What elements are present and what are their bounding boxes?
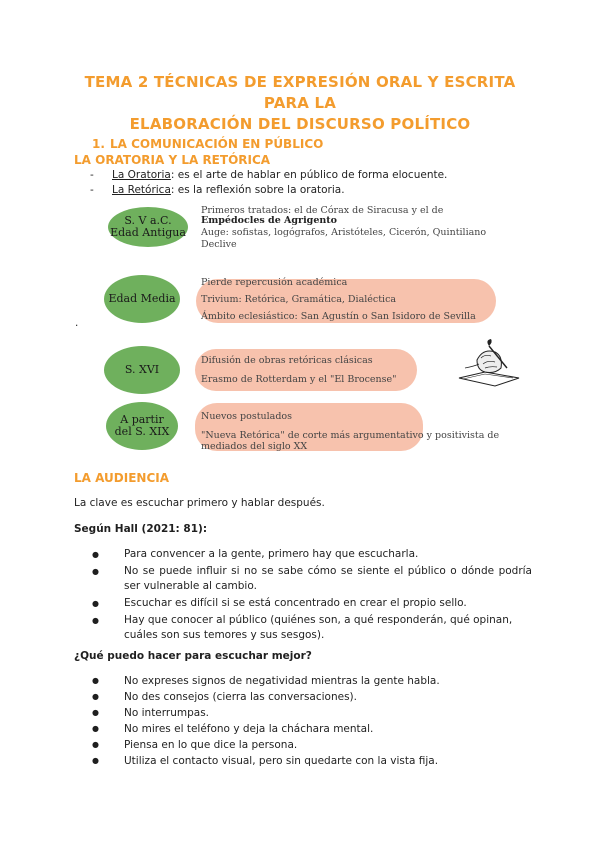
- term-oratoria: La Oratoria: [112, 169, 171, 181]
- timeline-text: Difusión de obras retóricas clásicas: [201, 355, 373, 366]
- section-heading: LA COMUNICACIÓN EN PÚBLICO: [110, 137, 324, 151]
- timeline-oval-media: [104, 275, 180, 323]
- timeline-oval-xvi: [104, 346, 180, 394]
- stray-dot: .: [75, 317, 79, 329]
- list-item: ● No se puede influir si no se sabe cómo se siente el público o dónde podría ser vulnerable al cambio.: [92, 564, 532, 594]
- timeline-text: Auge: sofistas, logógrafos, Aristóteles, Cicerón, Quintiliano: [201, 227, 487, 238]
- section-number: 1.: [92, 137, 105, 151]
- dash-marker: -: [90, 184, 94, 196]
- list-item: ● Hay que conocer al público (quiénes son, a qué responderán, qué opinan, cuáles son sus temores y sus sesgos).: [92, 613, 532, 643]
- document-title: [60, 72, 540, 135]
- title-line-1: TEMA 2 TÉCNICAS DE EXPRESIÓN ORAL Y ESCRITA PARA LA: [84, 73, 516, 112]
- list-item: ● Para convencer a la gente, primero hay que escucharla.: [92, 547, 532, 562]
- term-retorica: La Retórica: [112, 184, 171, 196]
- oval-label: A partir: [120, 413, 164, 426]
- audiencia-intro: La clave es escuchar primero y hablar después.: [74, 497, 325, 509]
- escuchar-question: ¿Qué puedo hacer para escuchar mejor?: [74, 650, 312, 662]
- timeline-text: "Nueva Retórica" de corte más argumentativo y positivista de: [201, 430, 500, 441]
- tips-list: [92, 673, 532, 769]
- timeline-text: Erasmo de Rotterdam y el "El Brocense": [201, 374, 397, 385]
- list-item: ● No interrumpas.: [92, 705, 532, 721]
- oval-label: del S. XIX: [114, 425, 170, 438]
- list-item: ● No expreses signos de negatividad mientras la gente habla.: [92, 673, 532, 689]
- hall-citation: Según Hall (2021: 81):: [74, 523, 208, 535]
- writing-hand-with-quill-icon: [455, 338, 523, 390]
- timeline-text: Nuevos postulados: [201, 411, 293, 422]
- timeline-oval-xix: [106, 402, 178, 450]
- oval-label: S. XVI: [124, 363, 160, 376]
- oval-label: S. V a.C.: [124, 214, 172, 227]
- oval-label: Edad Antigua: [110, 226, 186, 239]
- timeline-text: Ámbito eclesiástico: San Agustín o San Isidoro de Sevilla: [201, 311, 476, 322]
- timeline-text: Pierde repercusión académica: [201, 277, 348, 288]
- definition-text: : es el arte de hablar en público de forma elocuente.: [170, 169, 448, 181]
- timeline-text: Trivium: Retórica, Gramática, Dialéctica: [201, 294, 397, 305]
- list-item: ● Piensa en lo que dice la persona.: [92, 737, 532, 753]
- list-item: ● Utiliza el contacto visual, pero sin quedarte con la vista fija.: [92, 753, 532, 769]
- oval-label: Edad Media: [108, 292, 176, 305]
- oratoria-heading: LA ORATORIA Y LA RETÓRICA: [74, 153, 271, 167]
- audiencia-heading: LA AUDIENCIA: [74, 471, 169, 485]
- list-item: ● Escuchar es difícil si se está concentrado en crear el propio sello.: [92, 596, 532, 611]
- timeline-oval-antigua: [108, 207, 188, 247]
- dash-marker: -: [90, 169, 94, 181]
- hall-points-list: [92, 547, 532, 643]
- definition-text: : es la reflexión sobre la oratoria.: [170, 184, 345, 196]
- timeline-text: mediados del siglo XX: [201, 441, 308, 452]
- list-item: ● No des consejos (cierra las conversaciones).: [92, 689, 532, 705]
- timeline-text: Empédocles de Agrigento: [201, 215, 337, 226]
- timeline-text: Primeros tratados: el de Córax de Siracusa y el de: [201, 205, 444, 216]
- list-item: ● No mires el teléfono y deja la cháchara mental.: [92, 721, 532, 737]
- title-line-2: ELABORACIÓN DEL DISCURSO POLÍTICO: [129, 115, 471, 133]
- timeline-text: Declive: [201, 239, 237, 250]
